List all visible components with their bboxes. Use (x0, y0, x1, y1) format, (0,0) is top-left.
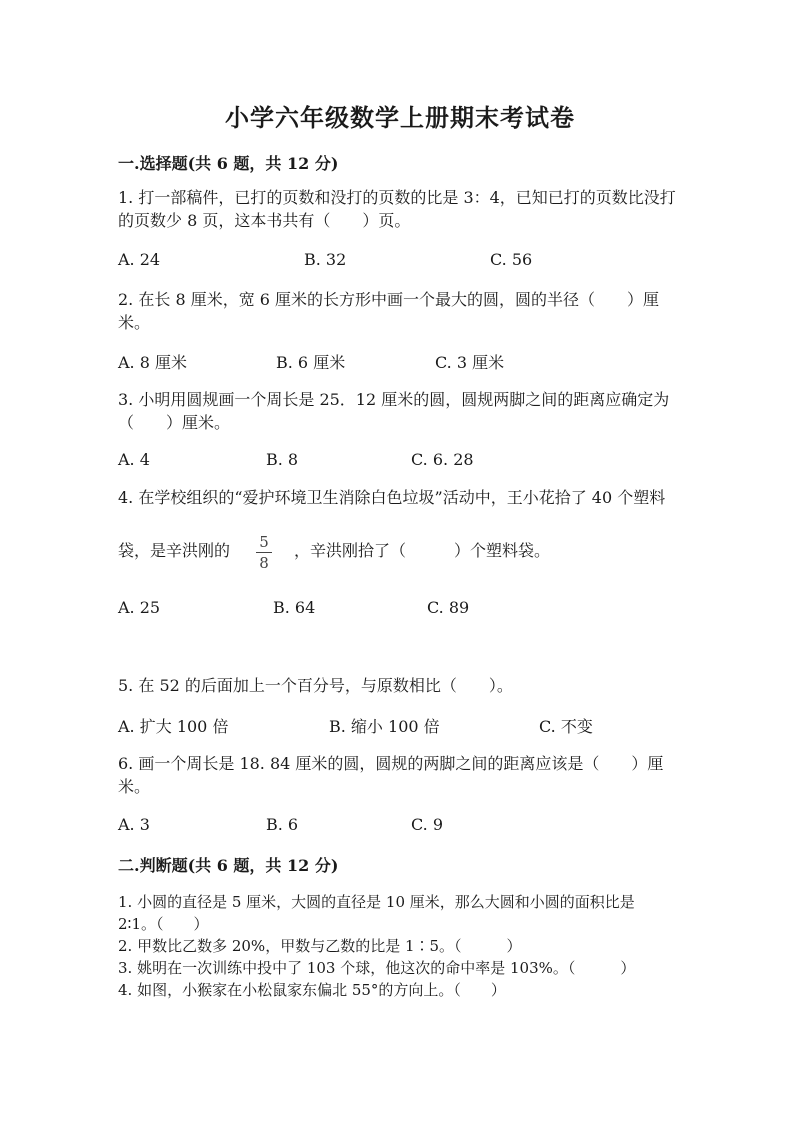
question-6-option-b: B. 6 (266, 815, 299, 834)
tf-item-3: 3. 姚明在一次训练中投中了 103 个球，他这次的命中率是 103%。（ ） (118, 959, 636, 977)
question-6-option-a: A. 3 (118, 815, 150, 834)
section-heading-true-false: 二.判断题(共 6 题，共 12 分) (118, 856, 339, 875)
question-1-option-c: C. 56 (490, 250, 533, 269)
question-2-option-b: B. 6 厘米 (276, 353, 346, 372)
question-5-option-c: C. 不变 (539, 717, 593, 736)
fraction-denominator: 8 (259, 554, 269, 572)
fraction-five-eighths (256, 533, 272, 572)
question-6-line-1: 6. 画一个周长是 18. 84 厘米的圆，圆规的两脚之间的距离应该是（ ）厘 (118, 754, 664, 773)
question-3-option-b: B. 8 (266, 450, 299, 469)
question-4-line-2-end: ，辛洪刚拾了（ ）个塑料袋。 (294, 541, 551, 560)
question-6-line-2: 米。 (118, 777, 151, 796)
fraction-bar (256, 552, 272, 553)
question-1-option-a: A. 24 (118, 250, 161, 269)
tf-item-4: 4. 如图，小猴家在小松鼠家东偏北 55°的方向上。（ ） (118, 981, 506, 999)
question-5-option-b: B. 缩小 100 倍 (329, 717, 440, 736)
question-6-option-c: C. 9 (411, 815, 444, 834)
tf-item-1-line-2: 2∶1。（ ） (118, 915, 209, 933)
tf-item-2: 2. 甲数比乙数多 20%，甲数与乙数的比是 1∶5。（ ） (118, 937, 522, 955)
question-3-option-c: C. 6. 28 (411, 450, 474, 469)
question-2-option-c: C. 3 厘米 (435, 353, 505, 372)
question-5-line-1: 5. 在 52 的后面加上一个百分号，与原数相比（ ）。 (118, 676, 513, 695)
tf-item-1-line-1: 1. 小圆的直径是 5 厘米，大圆的直径是 10 厘米，那么大圆和小圆的面积比是 (118, 893, 635, 911)
section-heading-choice: 一.选择题(共 6 题，共 12 分) (118, 154, 339, 173)
question-2-option-a: A. 8 厘米 (118, 353, 187, 372)
question-1-line-2: 的页数少 8 页，这本书共有（ ）页。 (118, 211, 411, 230)
fraction-numerator: 5 (259, 533, 269, 551)
question-2-line-2: 米。 (118, 313, 151, 332)
question-4-line-2-start: 袋，是辛洪刚的 (118, 541, 231, 560)
question-5-option-a: A. 扩大 100 倍 (118, 717, 229, 736)
question-4-option-a: A. 25 (118, 598, 161, 617)
question-3-line-1: 3. 小明用圆规画一个周长是 25．12 厘米的圆，圆规两脚之间的距离应确定为 (118, 390, 670, 409)
question-4-line-1: 4. 在学校组织的“爱护环境卫生消除白色垃圾”活动中，王小花拾了 40 个塑料 (118, 488, 666, 507)
question-1-option-b: B. 32 (304, 250, 347, 269)
question-2-line-1: 2. 在长 8 厘米，宽 6 厘米的长方形中画一个最大的圆，圆的半径（ ）厘 (118, 290, 660, 309)
question-4-option-c: C. 89 (427, 598, 470, 617)
question-3-line-2: （ ）厘米。 (118, 413, 231, 432)
page-title: 小学六年级数学上册期末考试卷 (225, 103, 575, 132)
question-1-line-1: 1. 打一部稿件，已打的页数和没打的页数的比是 3：4，已知已打的页数比没打 (118, 188, 676, 207)
question-4-option-b: B. 64 (273, 598, 316, 617)
question-3-option-a: A. 4 (118, 450, 150, 469)
